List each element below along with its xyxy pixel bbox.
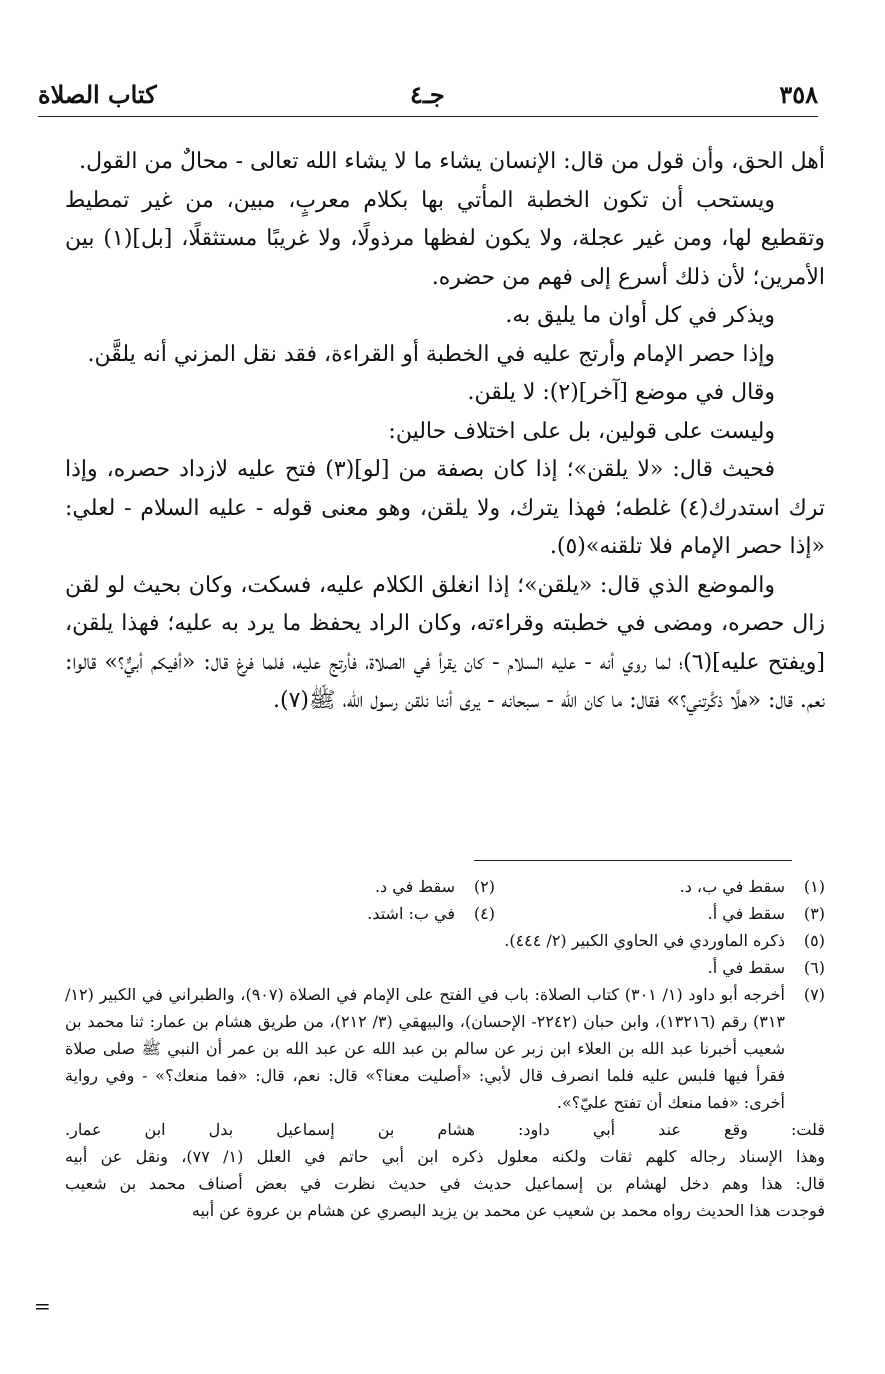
book-title: كتاب الصلاة bbox=[38, 80, 157, 109]
page-number: ٣٥٨ bbox=[779, 80, 818, 109]
main-text bbox=[65, 143, 825, 721]
paragraph: ويذكر في كل أوان ما يليق به. bbox=[505, 303, 775, 328]
paragraph: وإذا حصر الإمام وأرتج عليه في الخطبة أو القراءة، فقد نقل المزني أنه يلقَّن. bbox=[87, 341, 775, 367]
running-header bbox=[38, 80, 818, 114]
footnote bbox=[165, 873, 495, 900]
footnote-text: سقط في أ. bbox=[707, 904, 785, 923]
volume-label: جـ٤ bbox=[410, 80, 445, 109]
footnote-text: ذكره الماوردي في الحاوي الكبير (٢/ ٤٤٤). bbox=[504, 931, 785, 950]
footnote-number: (٢) bbox=[473, 877, 495, 896]
footnotes bbox=[65, 873, 825, 1224]
paragraph: وقال في موضع [آخر](٢): لا يلقن. bbox=[467, 380, 775, 405]
footnote-row bbox=[65, 900, 825, 927]
paragraph: فحيث قال: «لا يلقن»؛ إذا كان بصفة من [لو](٣) فتح عليه لازداد حصره، وإذا ترك استدرك(٤) غلطه؛ فهذا يترك، ولا يلقن، وهو معنى قوله - عليه السلام - لعلي: «إذا حصر الإمام فلا تلقنه»(٥). bbox=[65, 457, 825, 559]
footnote bbox=[495, 900, 825, 927]
footnote-line: فوجدت هذا الحديث رواه محمد بن شعيب عن محمد بن يزيد البصري عن هشام بن عروة عن أبيه bbox=[191, 1201, 825, 1220]
footnote-number: (٦) bbox=[803, 958, 825, 977]
header-rule bbox=[38, 116, 818, 117]
footnote-text: في ب: اشتد. bbox=[367, 904, 455, 923]
paragraph: والموضع الذي قال: «يلقن»؛ إذا انغلق الكلام عليه، فسكت، وكان بحيث لو لقن زال حصره، ومضى في خطبته وقراءته، وكان الراد يحفظ ما يرد به عليه؛ فهذا يلقن، [ويفتح عليه](٦)؛ لما روي أنه - عليه السلام - كان يقرأ في الصلاة، فأرتج عليه، فلما فرغ قال: «أفيكم أبيٌّ؟» قالوا: نعم. قال: «هلَّا ذكَّرتني؟» فقال: ما كان الله - سبحانه - يرى أننا نلقن رسول الله، ﷺ(٧). bbox=[65, 572, 825, 713]
footnote bbox=[495, 873, 825, 900]
footnote-text: سقط في د. bbox=[374, 877, 455, 896]
footnote-line: قال: هذا وهم دخل لهشام بن إسماعيل حديث في حديث نظرت في بعض أصناف محمد بن شعيب bbox=[65, 1174, 825, 1193]
footnote bbox=[165, 900, 495, 927]
paragraph: وليست على قولين، بل على اختلاف حالين: bbox=[388, 418, 775, 444]
paragraph: ويستحب أن تكون الخطبة المأتي بها بكلام معربٍ، مبين، من غير تمطيط وتقطيع لها، ومن غير عجلة، ولا يكون لفظها مرذولًا، ولا غريبًا مستثقلًا، [بل](١) بين الأمرين؛ لأن ذلك أسرع إلى فهم من حضره. bbox=[65, 187, 825, 290]
footnote-number: (٥) bbox=[803, 931, 825, 950]
footnote-row bbox=[65, 873, 825, 900]
footnote-number: (٧) bbox=[803, 985, 825, 1004]
footnote-rule bbox=[474, 860, 792, 861]
footnote bbox=[65, 954, 825, 981]
footnote-line: قلت: وقع عند أبي داود: هشام بن إسماعيل بدل ابن عمار. bbox=[65, 1120, 825, 1139]
footnote-text: أخرجه أبو داود (١/ ٣٠١) كتاب الصلاة: باب في الفتح على الإمام في الصلاة (٩٠٧)، والطبراني في الكبير (١٢/ ٣١٣) رقم (١٣٢١٦)، وابن حبان (٢٢٤٢- الإحسان)، والبيهقي (٣/ ٢١٢)، من طريق هشام بن عمار: ثنا محمد بن شعيب أخبرنا عبد الله بن العلاء ابن زبر عن سالم بن عبد الله عن عبد الله بن عمر أن النبي ﷺ صلى صلاة فقرأ فيها فلبس عليه فلما انصرف قال لأبي: «أصليت معنا؟» قال: نعم، قال: «فما منعك؟» - وفي رواية أخرى: «فما منعك أن تفتح عليّ؟». bbox=[65, 985, 786, 1112]
footnote-number: (١) bbox=[803, 877, 825, 896]
continuation-mark: = bbox=[34, 1294, 51, 1318]
paragraph: أهل الحق، وأن قول من قال: الإنسان يشاء ما لا يشاء الله تعالى - محالٌ من القول. bbox=[79, 149, 825, 174]
footnote-number: (٤) bbox=[473, 904, 495, 923]
footnote bbox=[65, 981, 825, 1116]
footnote-text: سقط في ب، د. bbox=[679, 877, 785, 896]
footnote bbox=[65, 927, 825, 954]
footnote-line: وهذا الإسناد رجاله كلهم ثقات ولكنه معلول ذكره ابن أبي حاتم في العلل (١/ ٧٧)، ونقل عن أبيه bbox=[65, 1147, 825, 1166]
footnote-continuation bbox=[65, 1116, 825, 1224]
footnote-text: سقط في أ. bbox=[707, 958, 785, 977]
footnote-number: (٣) bbox=[803, 904, 825, 923]
